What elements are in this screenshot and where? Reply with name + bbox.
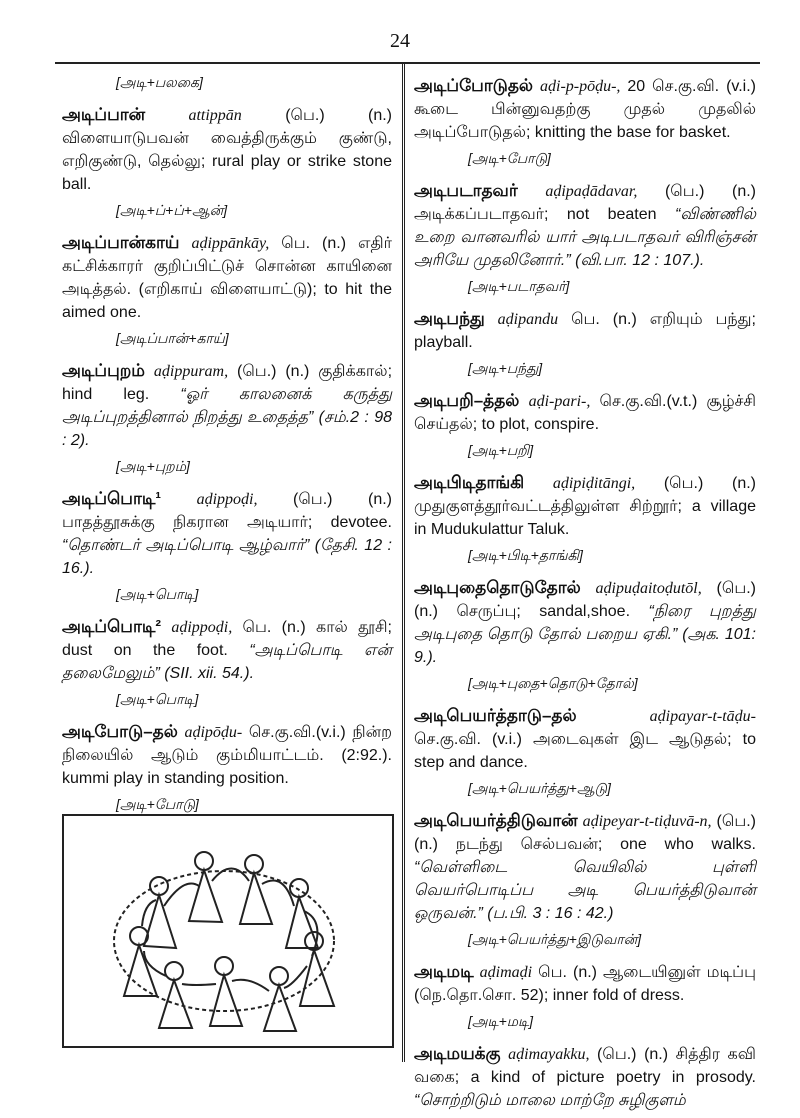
quotation: “தொண்டர் அடிப்பொடி ஆழ்வார்” [62, 537, 310, 554]
headword: அடிமடி [414, 962, 474, 981]
headword: அடிபறி–த்தல் [414, 391, 520, 410]
dictionary-entry [414, 960, 756, 1007]
definition: (பெ.) (n.) செருப்பு; sandal,shoe. [414, 580, 756, 620]
etymology: [அடி+பொடி] [116, 691, 199, 707]
definition: (பெ.) (n.) சித்திர கவி வகை; a kind of picture poetry in prosody. [414, 1046, 756, 1086]
dictionary-entry [414, 704, 756, 774]
transliteration: aḍippoḍi, [171, 619, 233, 636]
headword: அடிபிடிதாங்கி [414, 473, 525, 492]
transliteration: aḍipandu [497, 311, 559, 328]
dancing-women-circle-icon [64, 816, 392, 1046]
etymology: [அடி+பொடி] [116, 586, 199, 602]
definition: (பெ.) (n.) குதிக்கால்; hind leg. [62, 363, 393, 403]
dictionary-entry [414, 576, 756, 669]
transliteration: aḍippuram, [153, 363, 229, 380]
transliteration: aḍipiḍitāngi, [552, 475, 636, 492]
headword: அடிப்புறம் [62, 361, 145, 380]
etymology: [அடி+படாதவர்] [468, 278, 570, 294]
headword: அடிப்பான்காய் [62, 233, 180, 252]
citation: (அக. 101: 9.). [414, 626, 756, 666]
citation: (SII. xii. 54.). [164, 665, 255, 682]
column-divider [402, 62, 405, 1062]
dictionary-entry [62, 231, 392, 324]
transliteration: aḍipeyar-t-tiḍuvā-n, [582, 813, 712, 830]
headword: அடிபெயர்த்தாடு–தல் [414, 706, 577, 725]
right-column [414, 74, 756, 1118]
quotation: “வெள்ளிடை வெயிலில் புள்ளி வெயர்பொடிப்ப அடி பெயர்த்திடுவான் ஒருவன்.” [414, 859, 756, 922]
etymology: [அடி+பிடி+தாங்கி] [468, 547, 583, 563]
citation: (தேசி. 12 : 16.). [62, 537, 392, 577]
headword: அடிப்பான் [62, 105, 146, 124]
etymology: [அடி+ப்+ப்+ஆன்] [116, 202, 228, 218]
dictionary-entry [62, 720, 392, 790]
definition: (பெ.) (n.) முதுகுளத்தூர்வட்டத்திலுள்ள சிற்றூர்; a village in Mudukulattur Taluk. [414, 475, 756, 538]
etymology: [அடி+பந்து] [468, 360, 543, 376]
etymology: [அடி+புறம்] [116, 458, 190, 474]
definition: பெ. (n.) எறியும் பந்து; playball. [414, 311, 756, 351]
page-number: 24 [390, 30, 410, 52]
dictionary-entry [414, 1042, 756, 1112]
headword: அடிபெயர்த்திடுவான் [414, 811, 578, 830]
definition: செ.கு.வி. (v.i.) அடைவுகள் இட ஆடுதல்; to step and dance. [414, 731, 756, 771]
etymology: [அடி+பலகை] [116, 74, 203, 90]
left-column [62, 74, 392, 825]
definition: (பெ.) (n.) அடிக்கப்படாதவர்; not beaten [414, 183, 756, 223]
dictionary-entry [62, 103, 392, 196]
quotation: “சொற்றிடும் மாலை மாற்றே சுழிகுளம் [414, 1092, 686, 1109]
definition: செ.கு.வி.(v.i.) நின்ற நிலையில் ஆடும் கும்மியாட்டம். (2:92.). kummi play in standing position. [62, 724, 392, 787]
transliteration: attippān [188, 107, 242, 124]
headword: அடிமயக்கு [414, 1044, 501, 1063]
definition: பெ. (n.) ஆடையினுள் மடிப்பு (நெ.தொ.சொ. 52); inner fold of dress. [414, 964, 756, 1004]
transliteration: aḍimayakku, [508, 1046, 590, 1063]
dictionary-entry [414, 74, 756, 144]
etymology: [அடி+பெயர்த்து+இடுவான்] [468, 931, 642, 947]
dictionary-entry [62, 487, 392, 580]
headword: அடிப்போடுதல் [414, 76, 534, 95]
citation: (சம்.2 : 98 : 2). [62, 409, 393, 449]
quotation: “ஓர் காலனைக் கருத்து அடிப்புறத்தினால் நிறத்து உதைத்த” [62, 386, 393, 426]
definition: 20 செ.கு.வி. (v.i.) கூடை பின்னுவதற்கு முதல் முதலில் அடிப்போடுதல்; knitting the base for basket. [414, 78, 756, 141]
top-rule [55, 62, 760, 64]
transliteration: aḍipuḍaitoḍutōl, [595, 580, 702, 597]
etymology: [அடி+புதை+தொடு+தோல்] [468, 675, 638, 691]
transliteration: aḍippānkāy, [191, 235, 270, 252]
citation: (ப.பி. 3 : 16 : 42.) [487, 905, 614, 922]
transliteration: aḍipōḍu- [184, 724, 243, 741]
transliteration: aḍi-pari-, [528, 393, 591, 410]
dictionary-entry [414, 471, 756, 541]
definition: பெ. (n.) எதிர் கட்சிக்காரர் குறிப்பிட்டுச் சொன்ன காயினை அடித்தல். (எறிகாய் விளையாட்டு); to hit the aimed one. [62, 235, 392, 321]
headword: அடிபோடு–தல் [62, 722, 178, 741]
dictionary-entry [414, 179, 756, 272]
quotation: “நிரை புறத்து அடிபுதை தொடு தோல் பறைய ஏகி.” [414, 603, 756, 643]
headword: அடிப்பொடி² [62, 617, 162, 636]
etymology: [அடிப்பான்+காய்] [116, 330, 229, 346]
dictionary-entry [414, 307, 756, 354]
etymology: [அடி+போடு] [468, 150, 551, 166]
dictionary-entry [62, 615, 392, 685]
definition: செ.கு.வி.(v.t.) சூழ்ச்சி செய்தல்; to plot, conspire. [414, 393, 756, 433]
headword: அடிபுதைதொடுதோல் [414, 578, 581, 597]
transliteration: aḍippoḍi, [196, 491, 258, 508]
transliteration: aḍipaḍādavar, [545, 183, 638, 200]
dictionary-entry [414, 389, 756, 436]
transliteration: aḍi-p-pōḍu-, [540, 78, 621, 95]
headword: அடிபடாதவர் [414, 181, 518, 200]
dance-illustration [62, 814, 394, 1048]
definition: (பெ.) (n.) நடந்து செல்பவன்; one who walks. [414, 813, 756, 853]
etymology: [அடி+போடு] [116, 796, 199, 812]
etymology: [அடி+மடி] [468, 1013, 534, 1029]
etymology: [அடி+பெயர்த்து+ஆடு] [468, 780, 611, 796]
dictionary-entry [414, 809, 756, 925]
citation: (வி.பா. 12 : 107.). [575, 252, 705, 269]
transliteration: aḍimaḍi [479, 964, 533, 981]
transliteration: aḍipayar-t-tāḍu- [649, 708, 756, 725]
quotation: “விண்ணில் உறை வானவரில் யார் அடிபடாதவர் விரிஞ்சன் அரியே முதலினோர்.” [414, 206, 757, 269]
quotation: “அடிப்பொடி என் தலைமேலும்” [62, 642, 393, 682]
dictionary-entry [62, 359, 392, 452]
definition: பெ. (n.) கால் தூசி; dust on the foot. [62, 619, 392, 659]
headword: அடிபந்து [414, 309, 485, 328]
definition: (பெ.) (n.) விளையாடுபவன் வைத்திருக்கும் குண்டு, எறிகுண்டு, தெல்லு; rural play or strike stone ball. [62, 107, 393, 193]
headword: அடிப்பொடி¹ [62, 489, 162, 508]
definition: (பெ.) (n.) பாதத்தூசுக்கு நிகரான அடியார்; devotee. [62, 491, 393, 531]
etymology: [அடி+பறி] [468, 442, 534, 458]
